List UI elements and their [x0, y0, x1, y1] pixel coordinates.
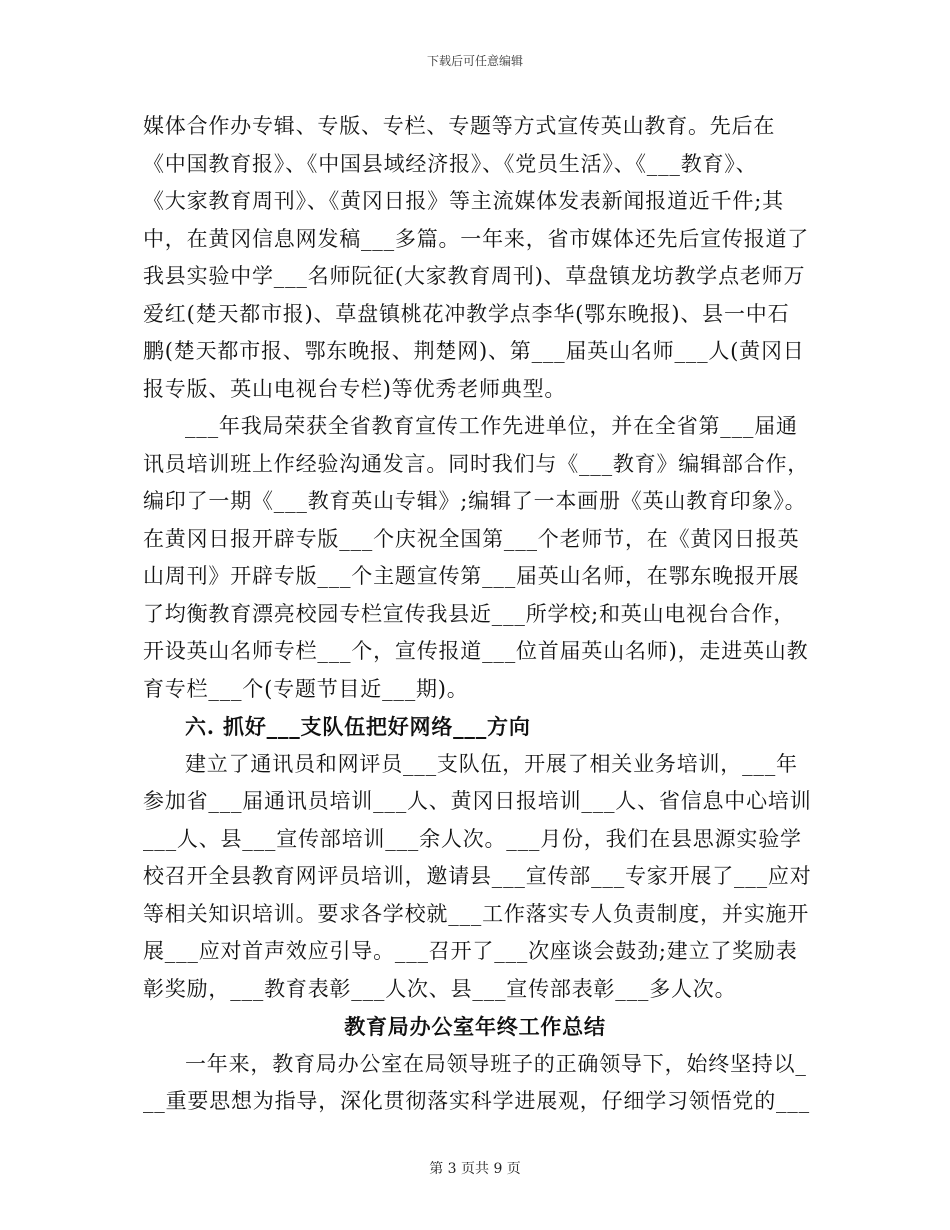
text-line: 开设英山名师专栏___个，宣传报道___位首届英山名师)，走进英山教 — [143, 639, 809, 663]
text-line: 爱红(楚天都市报)、草盘镇桃花冲教学点李华(鄂东晚报)、县一中石 — [143, 301, 790, 326]
text-line: 中，在黄冈信息网发稿___多篇。一年来，省市媒体还先后宣传报道了 — [143, 226, 810, 251]
text-line: 彰奖励，___教育表彰___人次、县___宣传部表彰___多人次。 — [143, 976, 737, 1001]
text-line: 报专版、英山电视台专栏)等优秀老师典型。 — [143, 376, 567, 401]
text-line: 了均衡教育漂亮校园专栏宣传我县近___所学校;和英山电视台合作， — [143, 601, 796, 626]
text-line: 参加省___届通讯员培训___人、黄冈日报培训___人、省信息中心培训 — [143, 789, 812, 813]
document-body — [143, 108, 812, 1121]
text-line: 《大家教育周刊》、《黄冈日报》等主流媒体发表新闻报道近千件;其 — [143, 189, 784, 213]
text-line: 在黄冈日报开辟专版___个庆祝全国第___个老师节，在《黄冈日报英 — [143, 526, 800, 551]
text-line: __重要思想为指导，深化贯彻落实科学进展观，仔细学习领悟党的___ — [143, 1089, 810, 1113]
text-line: 一年来，教育局办公室在局领导班子的正确领导下，始终坚持以_ — [185, 1051, 807, 1076]
text-line: 编印了一期《___教育英山专辑》;编辑了一本画册《英山教育印象》。 — [143, 489, 807, 513]
text-line: 《中国教育报》、《中国县域经济报》、《党员生活》、《___教育》、 — [143, 151, 758, 176]
text-line: 等相关知识培训。要求各学校就___工作落实专人负责制度，并实施开 — [143, 901, 810, 926]
text-line: ___年我局荣获全省教育宣传工作先进单位，并在全省第___届通 — [185, 414, 798, 438]
text-line: ___人、县___宣传部培训___余人次。___月份，我们在县思源实验学 — [143, 826, 802, 851]
text-line: 建立了通讯员和网评员___支队伍，开展了相关业务培训，___年 — [185, 751, 798, 776]
section-title: 教育局办公室年终工作总结 — [344, 1014, 606, 1039]
text-line: 我县实验中学___名师阮征(大家教育周刊)、草盘镇龙坊教学点老师万 — [143, 264, 806, 288]
text-line: 媒体合作办专辑、专版、专栏、专题等方式宣传英山教育。先后在 — [143, 114, 776, 138]
page-header: 下载后可任意编辑 — [426, 54, 523, 68]
text-line: 讯员培训班上作经验沟通发言。同时我们与《___教育》编辑部合作， — [143, 451, 810, 476]
page-footer: 第 3 页共 9 页 — [429, 1161, 521, 1177]
text-line: 展___应对首声效应引导。___召开了___次座谈会鼓劲;建立了奖励表 — [143, 939, 798, 963]
text-line: 山周刊》开辟专版___个主题宣传第___届英山名师，在鄂东晚报开展 — [143, 564, 800, 588]
text-line: 育专栏___个(专题节目近___期)。 — [143, 676, 469, 701]
text-line: 鹏(楚天都市报、鄂东晚报、荆楚网)、第___届英山名师___人(黄冈日 — [143, 339, 805, 363]
section-heading: 六. 抓好___支队伍把好网络___方向 — [185, 714, 531, 739]
text-line: 校召开全县教育网评员培训，邀请县___宣传部___专家开展了___应对 — [143, 864, 812, 888]
